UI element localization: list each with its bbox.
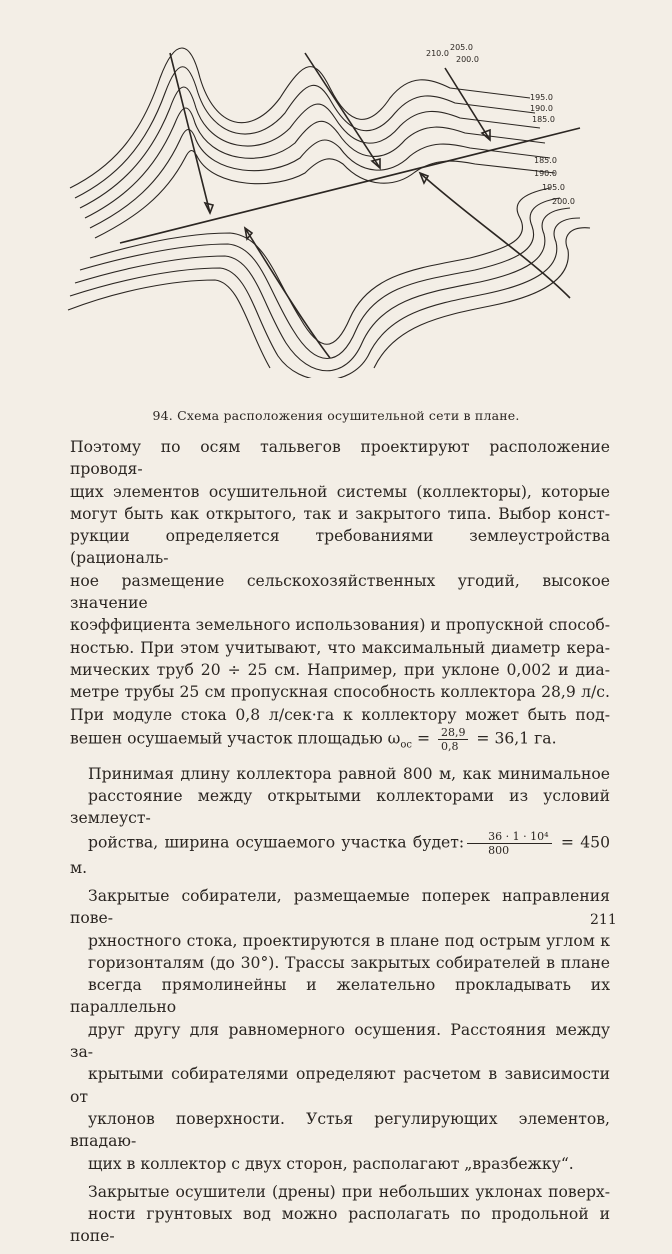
text-line: щих в коллектор с двух сторон, располагают „вразбежку“. bbox=[88, 1154, 574, 1173]
formula-subscript: ос bbox=[400, 739, 412, 751]
text-line: друг другу для равномерного осушения. Расстояния между за- bbox=[70, 1020, 610, 1062]
contour-label: 190.0 bbox=[534, 169, 557, 178]
text-line: рукции определяется требованиями землеустройства (рациональ- bbox=[70, 527, 610, 568]
upper-contours bbox=[70, 48, 555, 238]
contour-label: 210.0 bbox=[426, 49, 449, 58]
text-line: мических труб 20 ÷ 25 см. Например, при уклоне 0,002 и диа- bbox=[70, 660, 610, 679]
fraction-denominator: 800 bbox=[488, 843, 510, 857]
text-line: метре трубы 25 см пропускная способность коллектора 28,9 л/с. bbox=[70, 683, 610, 702]
figure-caption: 94. Схема расположения осушительной сети в плане. bbox=[152, 408, 520, 423]
text-line: Закрытые осушители (дрены) при небольших уклонах поверх- bbox=[88, 1182, 610, 1201]
contour-label: 185.0 bbox=[532, 115, 555, 124]
formula-result: = 450 м. bbox=[70, 833, 610, 877]
paragraph bbox=[70, 1181, 610, 1248]
thalweg-arrows bbox=[170, 53, 570, 358]
text-line: уклонов поверхности. Устья регулирующих элементов, впадаю- bbox=[70, 1109, 610, 1151]
contour-label: 200.0 bbox=[456, 55, 479, 64]
body-text bbox=[70, 436, 610, 1254]
page-number: 211 bbox=[590, 912, 617, 928]
text-line: коэффициента земельного использования) и пропускной способ- bbox=[70, 616, 610, 635]
text-line: При модуле стока 0,8 л/сек·га к коллектору может быть под- bbox=[70, 705, 610, 724]
contour-map-drawing bbox=[50, 18, 610, 378]
fraction-numerator: 28,9 bbox=[438, 726, 469, 740]
contour-label: 195.0 bbox=[542, 183, 565, 192]
paragraph bbox=[70, 763, 610, 879]
formula-text: вешен осушаемый участок площадью ω bbox=[70, 729, 401, 748]
formula-result: = 36,1 га. bbox=[471, 729, 557, 748]
text-line: Принимая длину коллектора равной 800 м, как минимальное bbox=[88, 764, 610, 783]
collector-axis bbox=[120, 128, 580, 243]
fraction-numerator: 36 · 1 · 10⁴ bbox=[467, 830, 551, 844]
text-line: горизонталям (до 30°). Трассы закрытых собирателей в плане bbox=[88, 953, 610, 972]
formula-equals: = bbox=[411, 729, 435, 748]
text-line: ное размещение сельскохозяйственных угодий, высокое значение bbox=[70, 571, 610, 613]
paragraph bbox=[70, 436, 610, 757]
contour-label: 200.0 bbox=[552, 197, 575, 206]
fraction-denominator: 0,8 bbox=[440, 739, 459, 753]
text-line: рхностного стока, проектируются в плане под острым углом к bbox=[88, 931, 610, 950]
contour-labels bbox=[426, 43, 575, 206]
area-fraction bbox=[438, 726, 469, 753]
width-fraction bbox=[467, 830, 551, 857]
text-line: крытыми собирателями определяют расчетом в зависимости от bbox=[70, 1065, 610, 1106]
text-line: Поэтому по осям тальвегов проектируют расположение проводя- bbox=[70, 438, 610, 479]
text-line: могут быть как открытого, так и закрытого типа. Выбор конст- bbox=[70, 504, 610, 523]
formula-text: ройства, ширина осушаемого участка будет: bbox=[88, 833, 465, 852]
formula-line bbox=[70, 726, 610, 757]
contour-label: 190.0 bbox=[530, 104, 553, 113]
text-line: расстояние между открытыми коллекторами из условий землеуст- bbox=[70, 787, 610, 828]
contour-map-figure bbox=[50, 18, 610, 378]
text-line: щих элементов осушительной системы (коллекторы), которые bbox=[70, 482, 610, 501]
paragraph bbox=[70, 885, 610, 1175]
text-line: Закрытые собиратели, размещаемые поперек направления пове- bbox=[70, 886, 610, 928]
text-line: ностью. При этом учитывают, что максимальный диаметр кера- bbox=[70, 638, 610, 657]
contour-label: 205.0 bbox=[450, 43, 473, 52]
formula-line bbox=[70, 830, 610, 879]
text-line: ности грунтовых вод можно располагать по продольной и попе- bbox=[70, 1205, 610, 1246]
contour-label: 185.0 bbox=[534, 156, 557, 165]
text-line: всегда прямолинейны и желательно прокладывать их параллельно bbox=[70, 976, 610, 1017]
lower-contours bbox=[68, 188, 590, 378]
contour-label: 195.0 bbox=[530, 93, 553, 102]
